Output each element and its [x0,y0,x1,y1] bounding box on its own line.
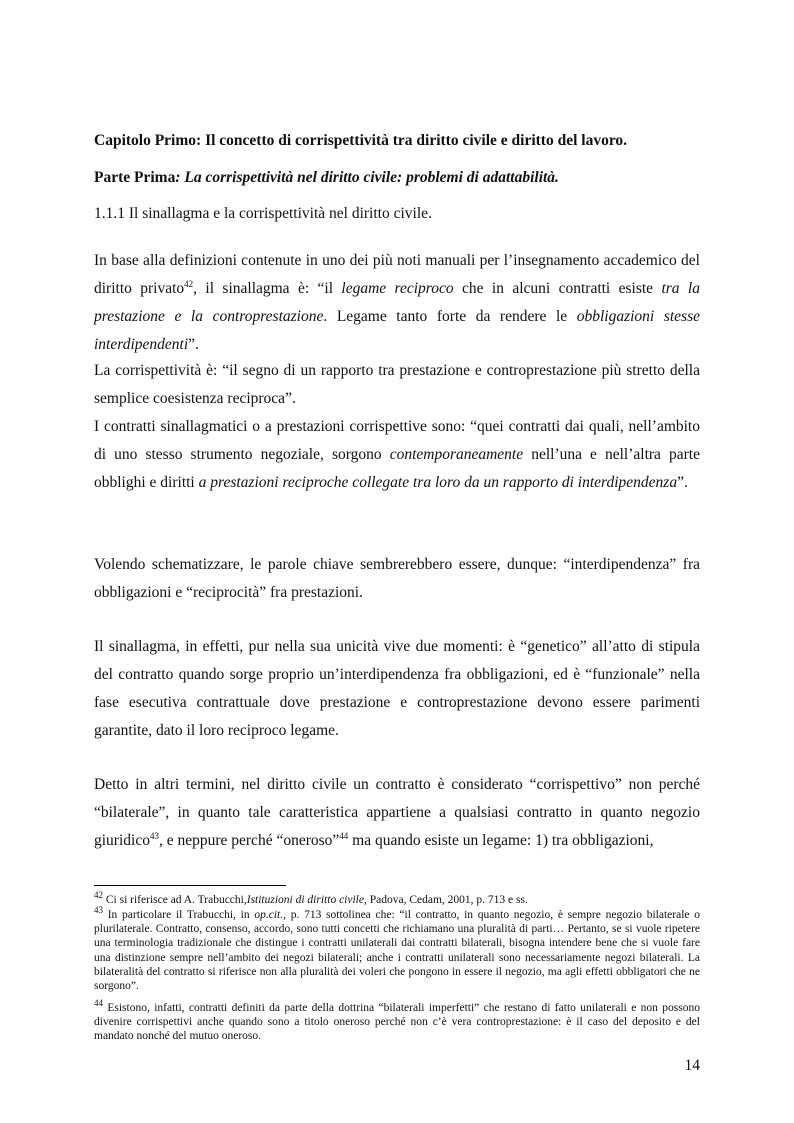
footnote-44: $^{44}$ Esistono, infatti, contratti definiti da parte della dottrina “bilaterali imperfetti” che restano di fatto unilaterali e non possono divenire corrispettivi anche quando sono a titolo oneroso perché non c’è vera controprestazione: è il caso del deposito e del mandato nonché del mutuo oneroso. [94,998,700,1043]
page-number: 14 [684,1057,700,1074]
paragraph-corrispettivita-definition: La corrispettività è: “il segno di un rapporto tra prestazione e controprestazione più stretto della semplice coesistenza reciproca”. [94,362,700,407]
part-heading [94,169,559,187]
paragraph-altri-termini: Detto in altri termini, nel diritto civile un contratto è considerato “corrispettivo” non perché “bilaterale”, in quanto tale caratteristica appartiene a qualsiasi contratto in quanto negozio giuridico$^{43}$, e neppure perché “oneroso”$^{44}$ ma quando esiste un legame: 1) tra obbligazioni, [94,776,700,849]
paragraph-parole-chiave: Volendo schematizzare, le parole chiave sembrerebbero essere, dunque: “interdipendenza” fra obbligazioni e “reciprocità” fra prestazioni. [94,556,700,601]
chapter-heading: Capitolo Primo: Il concetto di corrispettività tra diritto civile e diritto del lavoro. [94,132,628,149]
footnote-separator [94,885,286,886]
part-heading-prefix: Parte Prima [94,169,176,186]
paragraph-contratti-sinallagmatici: I contratti sinallagmatici o a prestazioni corrispettive sono: “quei contratti dai quali, nell’ambito di uno stesso strumento negoziale, sorgono contemporaneamente nell’una e nell’altra parte obblighi e diritti a prestazioni reciproche collegate tra loro da un rapporto di interdipendenza”. [94,418,700,491]
paragraph-sinallagma-definition: In base alla definizioni contenute in uno dei più noti manuali per l’insegnamento accademico del diritto privato$^{42}$, il sinallagma è: “il legame reciproco che in alcuni contratti esiste tra la prestazione e la controprestazione. Legame tanto forte da rendere le obbligazioni stesse interdipendenti”. [94,252,700,353]
footnote-ref-43[interactable]: 43 [149,830,159,841]
footnote-ref-42[interactable]: 42 [184,278,194,289]
part-heading-title: : La corrispettività nel diritto civile: problemi di adattabilità. [175,169,559,186]
footnote-43: $^{43}$ In particolare il Trabucchi, in op.cit., p. 713 sottolinea che: “il contratto, in quanto negozio, è sempre negozio bilaterale o plurilaterale. Contratto, consenso, accordo, sono tutti concetti che richiamano una pluralità di parti… Pertanto, se si vuole ripetere una terminologia tradizionale che distingue i contratti unilaterali dai contratti bilaterali, bisogna intendere bene che si vuole fare una distinzione sempre nell’ambito dei negozi bilaterali; anche i contratti unilaterali sono necessariamente negozi bilaterali. La bilateralità del contratto si riferisce non alla pluralità dei voleri che pongono in essere il negozio, ma agli effetti obbligatori che ne sorgono”. [94,905,700,993]
paragraph-sinallagma-momenti: Il sinallagma, in effetti, pur nella sua unicità vive due momenti: è “genetico” all’atto di stipula del contratto quando sorge proprio un’interdipendenza fra obbligazioni, ed è “funzionale” nella fase esecutiva contrattuale dove prestazione e controprestazione devono essere parimenti garantite, dato il loro reciproco legame. [94,638,700,739]
footnote-ref-44[interactable]: 44 [339,830,349,841]
footnote-42: $^{42}$ Ci si riferisce ad A. Trabucchi,Istituzioni di diritto civile, Padova, Cedam, 2001, p. 713 e ss. [94,890,528,906]
section-heading: 1.1.1 Il sinallagma e la corrispettività nel diritto civile. [94,205,432,222]
